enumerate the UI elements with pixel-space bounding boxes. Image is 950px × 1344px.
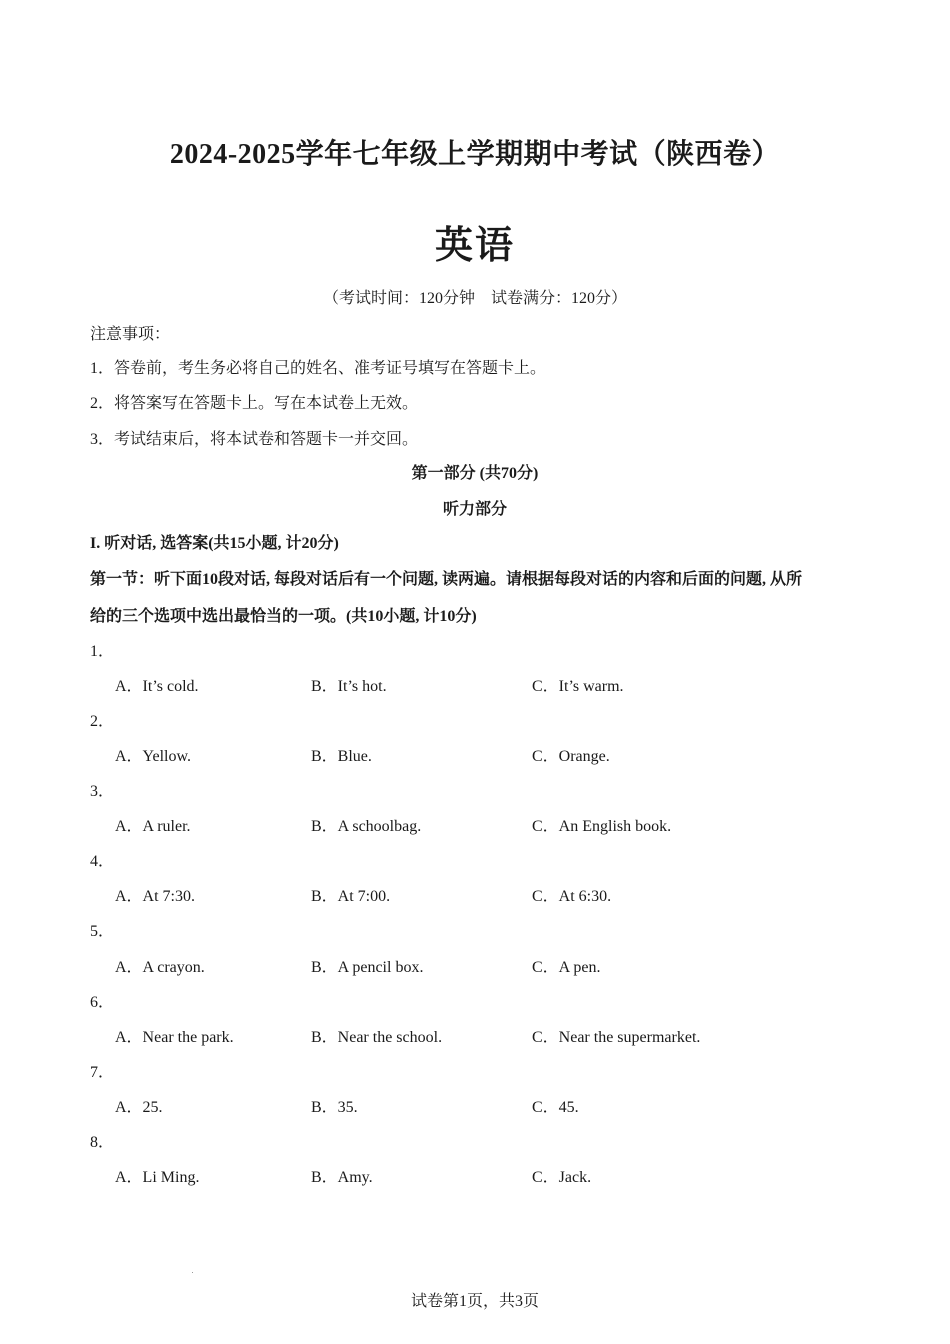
option-c: C．Near the supermarket.: [532, 1029, 701, 1046]
page-footer: 试卷第1页，共3页: [410, 1293, 539, 1310]
question-number: 7．: [90, 1064, 115, 1081]
subject-title: 英语: [434, 225, 515, 267]
option-b: B．A pencil box.: [311, 959, 424, 976]
option-b: B．Amy.: [311, 1169, 373, 1186]
option-c: C．An English book.: [532, 818, 672, 835]
exam-title: 2024-2025学年七年级上学期期中考试（陕西卷）: [169, 139, 781, 170]
option-b: B．35.: [311, 1099, 358, 1116]
listening-heading: 听力部分: [442, 501, 507, 518]
option-c: C．It’s warm.: [532, 678, 624, 695]
option-c: C．45.: [532, 1099, 579, 1116]
question-number: 1．: [90, 643, 115, 660]
note-item-3: 3．考试结束后，将本试卷和答题卡一并交回。: [90, 431, 419, 448]
option-b: B．At 7:00.: [311, 888, 391, 905]
option-b: B．Blue.: [311, 748, 372, 765]
question-number: 8．: [90, 1134, 115, 1151]
option-a: A．Near the park.: [115, 1029, 234, 1046]
option-b: B．A schoolbag.: [311, 818, 422, 835]
instruction-line-2: 给的三个选项中选出最恰当的一项。(共10小题, 计10分): [90, 608, 477, 625]
exam-info: （考试时间：120分钟 试卷满分：120分）: [322, 290, 627, 307]
option-c: C．At 6:30.: [532, 888, 612, 905]
note-item-2: 2．将答案写在答题卡上。写在本试卷上无效。: [90, 395, 419, 412]
question-number: 5．: [90, 923, 115, 940]
option-a: A．A ruler.: [115, 818, 191, 835]
instruction-line-1: 第一节：听下面10段对话, 每段对话后有一个问题, 读两遍。请根据每段对话的内容和后面的问题, 从所: [90, 571, 803, 588]
scan-speck: [192, 1272, 193, 1273]
option-a: A．At 7:30.: [115, 888, 196, 905]
option-c: C．A pen.: [532, 959, 601, 976]
option-a: A．Li Ming.: [115, 1169, 200, 1186]
section-title: I. 听对话, 选答案(共15小题, 计20分): [90, 535, 339, 552]
question-number: 4．: [90, 853, 115, 870]
option-b: B．Near the school.: [311, 1029, 443, 1046]
option-c: C．Orange.: [532, 748, 610, 765]
option-a: A．A crayon.: [115, 959, 205, 976]
notes-heading: 注意事项：: [90, 326, 171, 343]
note-item-1: 1．答卷前，考生务必将自己的姓名、准考证号填写在答题卡上。: [90, 360, 547, 377]
question-number: 3．: [90, 783, 115, 800]
option-b: B．It’s hot.: [311, 678, 387, 695]
part-heading: 第一部分 (共70分): [411, 465, 539, 482]
option-a: A．Yellow.: [115, 748, 192, 765]
option-c: C．Jack.: [532, 1169, 592, 1186]
question-number: 2．: [90, 713, 115, 730]
option-a: A．25.: [115, 1099, 163, 1116]
option-a: A．It’s cold.: [115, 678, 199, 695]
question-number: 6．: [90, 994, 115, 1011]
